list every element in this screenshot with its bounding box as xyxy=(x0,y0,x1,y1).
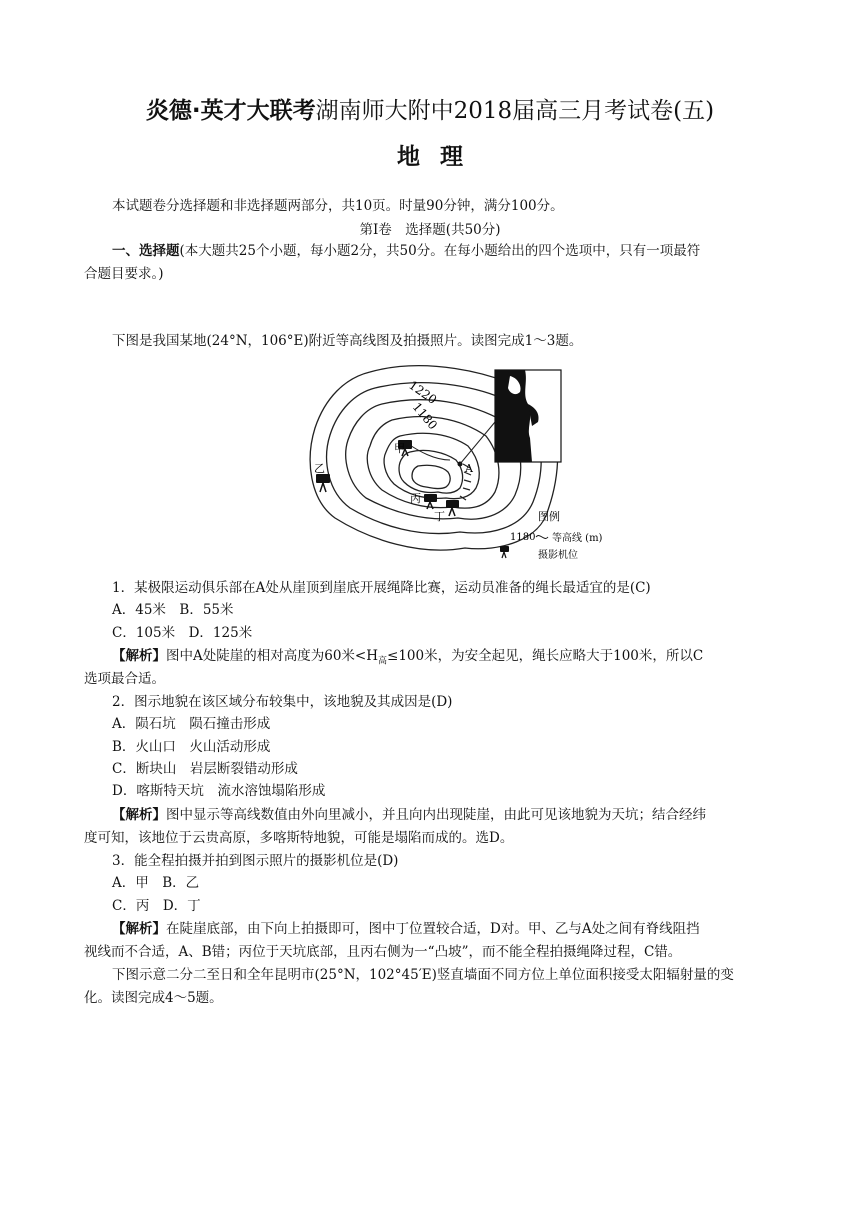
q1-options-cd: C．105米 D．125米 xyxy=(112,625,253,641)
legend-contour-icon xyxy=(536,536,548,539)
label-ding: 丁 xyxy=(434,510,445,523)
q2-option-d: D．喀斯特天坑 流水溶蚀塌陷形成 xyxy=(112,783,326,799)
q2-option-c: C．断块山 岩层断裂错动形成 xyxy=(112,761,298,777)
q2-option-a: A．陨石坑 陨石撞击形成 xyxy=(112,716,271,732)
q1-stem: 1．某极限运动俱乐部在A处从崖顶到崖底开展绳降比赛，运动员准备的绳长最适宜的是(C) xyxy=(112,580,651,596)
q3-analysis-text: 在陡崖底部，由下向上拍摄即可，图中丁位置较合适，D对。甲、乙与A处之间有脊线阻挡 xyxy=(166,921,700,937)
q1-analysis-sub: 高 xyxy=(378,656,388,667)
contour-6 xyxy=(399,450,463,493)
q2-analysis-text: 图中显示等高线数值由外向里减小，并且向内出现陡崖，由此可见该地貌为天坑；结合经纬 xyxy=(166,807,706,823)
legend-camera-label: 摄影机位 xyxy=(538,550,578,561)
exam-name: 湖南师大附中2018届高三月考试卷(五) xyxy=(315,98,715,124)
question-stem-4-5: 下图示意二分二至日和全年昆明市(25°N，102°45′E)竖直墙面不同方位上单位面积接受太阳辐射量的变 xyxy=(112,967,734,983)
q1-analysis-label: 【解析】 xyxy=(112,648,166,664)
cliff-photo xyxy=(495,370,561,462)
legend-contour-value: 1180 xyxy=(510,532,536,543)
q3-options-ab: A．甲 B．乙 xyxy=(112,875,200,891)
exam-title xyxy=(0,92,860,125)
label-jia: 甲 xyxy=(394,442,405,455)
part-heading: 第Ⅰ卷 选择题(共50分) xyxy=(359,222,501,238)
intro-text: 本试题卷分选择题和非选择题两部分，共10页。时量90分钟，满分100分。 xyxy=(112,198,564,214)
q3-analysis-line2: 视线而不合适，A、B错；丙位于天坑底部，且丙右侧为一“凸坡”，而不能全程拍摄绳降过程，C错。 xyxy=(84,944,682,960)
legend-title: 图例 xyxy=(538,510,560,523)
question-stem-4-5-line2: 化。读图完成4～5题。 xyxy=(84,990,223,1006)
q3-options-cd: C．丙 D．丁 xyxy=(112,898,201,914)
instructions-label: 一、选择题 xyxy=(112,243,180,259)
instructions xyxy=(84,240,784,262)
q1-analysis-text-a: 图中A处陡崖的相对高度为60米<H xyxy=(166,648,379,664)
label-a: A xyxy=(465,462,473,475)
contour-label-1220: 1220 xyxy=(406,377,440,407)
exam-brand: 炎德·英才大联考 xyxy=(145,98,316,124)
contour-map-figure xyxy=(300,360,630,570)
q1-options-ab: A．45米 B．55米 xyxy=(112,602,234,618)
q2-option-b: B．火山口 火山活动形成 xyxy=(112,739,271,755)
q2-analysis-line2: 度可知，该地位于云贵高原，多喀斯特地貌，可能是塌陷而成的。选D。 xyxy=(84,830,514,846)
q2-stem: 2．图示地貌在该区域分布较集中，该地貌及其成因是(D) xyxy=(112,694,453,710)
subject-title: 地理 xyxy=(397,143,483,170)
legend-camera-icon xyxy=(500,546,509,558)
label-yi: 乙 xyxy=(314,462,325,475)
question-stem-1-3: 下图是我国某地(24°N，106°E)附近等高线图及拍摄照片。读图完成1～3题。 xyxy=(112,333,583,349)
contour-label-1180: 1180 xyxy=(409,399,441,433)
camera-icon-yi xyxy=(316,474,330,492)
legend-contour-label: 等高线 (m) xyxy=(552,533,603,544)
q1-analysis-text-b: ≤100米，为安全起见，绳长应略大于100米，所以C xyxy=(387,648,704,664)
q3-stem: 3．能全程拍摄并拍到图示照片的摄影机位是(D) xyxy=(112,853,399,869)
contour-7 xyxy=(412,465,450,488)
q3-analysis xyxy=(84,918,784,940)
q2-analysis xyxy=(84,804,784,826)
q1-analysis-line2: 选项最合适。 xyxy=(84,671,165,687)
instructions-line2: 合题目要求。) xyxy=(84,266,164,282)
q2-analysis-label: 【解析】 xyxy=(112,807,166,823)
camera-icon-ding xyxy=(446,500,459,516)
label-bing: 丙 xyxy=(410,492,421,505)
photo-pointer-line xyxy=(460,422,495,464)
instructions-line1: (本大题共25个小题，每小题2分，共50分。在每小题给出的四个选项中，只有一项最符 xyxy=(179,243,701,259)
q3-analysis-label: 【解析】 xyxy=(112,921,166,937)
